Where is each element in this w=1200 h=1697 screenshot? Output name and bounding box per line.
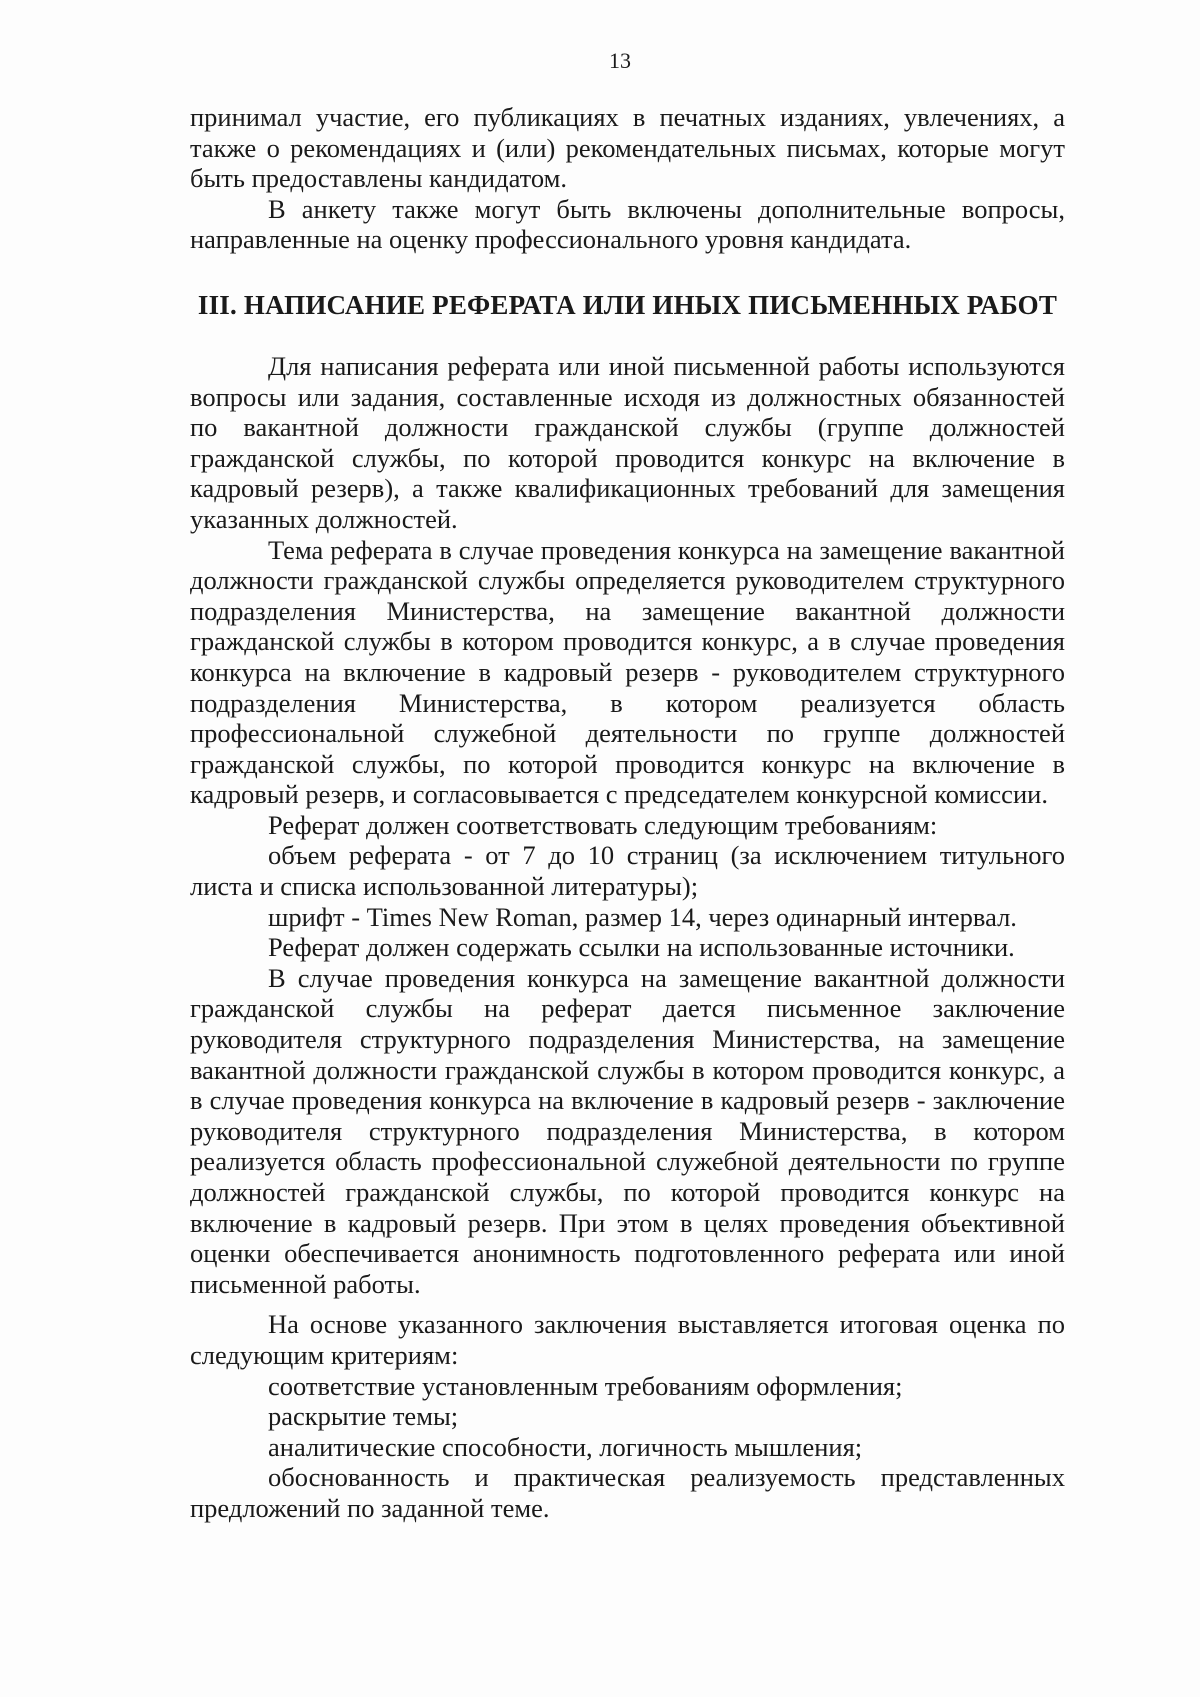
- body-paragraph: На основе указанного заключения выставляется итоговая оценка по следующим критериям:: [190, 1309, 1065, 1370]
- body-paragraph: Реферат должен содержать ссылки на использованные источники.: [268, 932, 1015, 963]
- body-paragraph: В случае проведения конкурса на замещение вакантной должности гражданской службы на реферат дается письменное заключение руководителя структурного подразделения Министерства, на замещение вакантной должности гражданской службы в котором проводится конкурс, а в случае проведения конкурса на включение в кадровый резерв - заключение руководителя структурного подразделения Министерства, в котором реализуется область профессиональной служебной деятельности по группе должностей гражданской службы, по которой проводится конкурс на включение в кадровый резерв. При этом в целях проведения объективной оценки обеспечивается анонимность подготовленного реферата или иной письменной работы.: [190, 962, 1065, 1299]
- criteria-item: раскрытие темы;: [268, 1401, 459, 1432]
- requirement-item: шрифт - Times New Roman, размер 14, через одинарный интервал.: [268, 901, 1017, 932]
- body-paragraph: В анкету также могут быть включены дополнительные вопросы, направленные на оценку профессионального уровня кандидата.: [190, 193, 1065, 255]
- body-paragraph: Реферат должен соответствовать следующим требованиям:: [268, 809, 938, 840]
- criteria-item: обоснованность и практическая реализуемость представленных предложений по заданной теме.: [190, 1462, 1065, 1523]
- body-paragraph: Для написания реферата или иной письменной работы используются вопросы или задания, составленные исходя из должностных обязанностей по вакантной должности гражданской службы (группе должностей гражданской службы, по которой проводится конкурс на включение в кадровый резерв), а также квалификационных требований для замещения указанных должностей.: [190, 350, 1065, 534]
- criteria-item: аналитические способности, логичность мышления;: [268, 1431, 863, 1462]
- body-paragraph: Тема реферата в случае проведения конкурса на замещение вакантной должности гражданской службы определяется руководителем структурного подразделения Министерства, на замещение вакантной должности гражданской службы в котором проводится конкурс, а в случае проведения конкурса на включение в кадровый резерв - руководителем структурного подразделения Министерства, в котором реализуется область профессиональной служебной деятельности по группе должностей гражданской службы, по которой проводится конкурс на включение в кадровый резерв, и согласовывается с председателем конкурсной комиссии.: [190, 534, 1065, 810]
- criteria-item: соответствие установленным требованиям оформления;: [268, 1370, 903, 1401]
- page-number: 13: [609, 48, 631, 73]
- document-body: [190, 102, 1065, 1524]
- section-heading: III. НАПИСАНИЕ РЕФЕРАТА ИЛИ ИНЫХ ПИСЬМЕННЫХ РАБОТ: [197, 289, 1058, 320]
- requirement-item: объем реферата - от 7 до 10 страниц (за исключением титульного листа и списка использованной литературы);: [190, 840, 1065, 902]
- body-paragraph: принимал участие, его публикациях в печатных изданиях, увлечениях, а также о рекомендациях и (или) рекомендательных письмах, которые могут быть предоставлены кандидатом.: [190, 102, 1065, 194]
